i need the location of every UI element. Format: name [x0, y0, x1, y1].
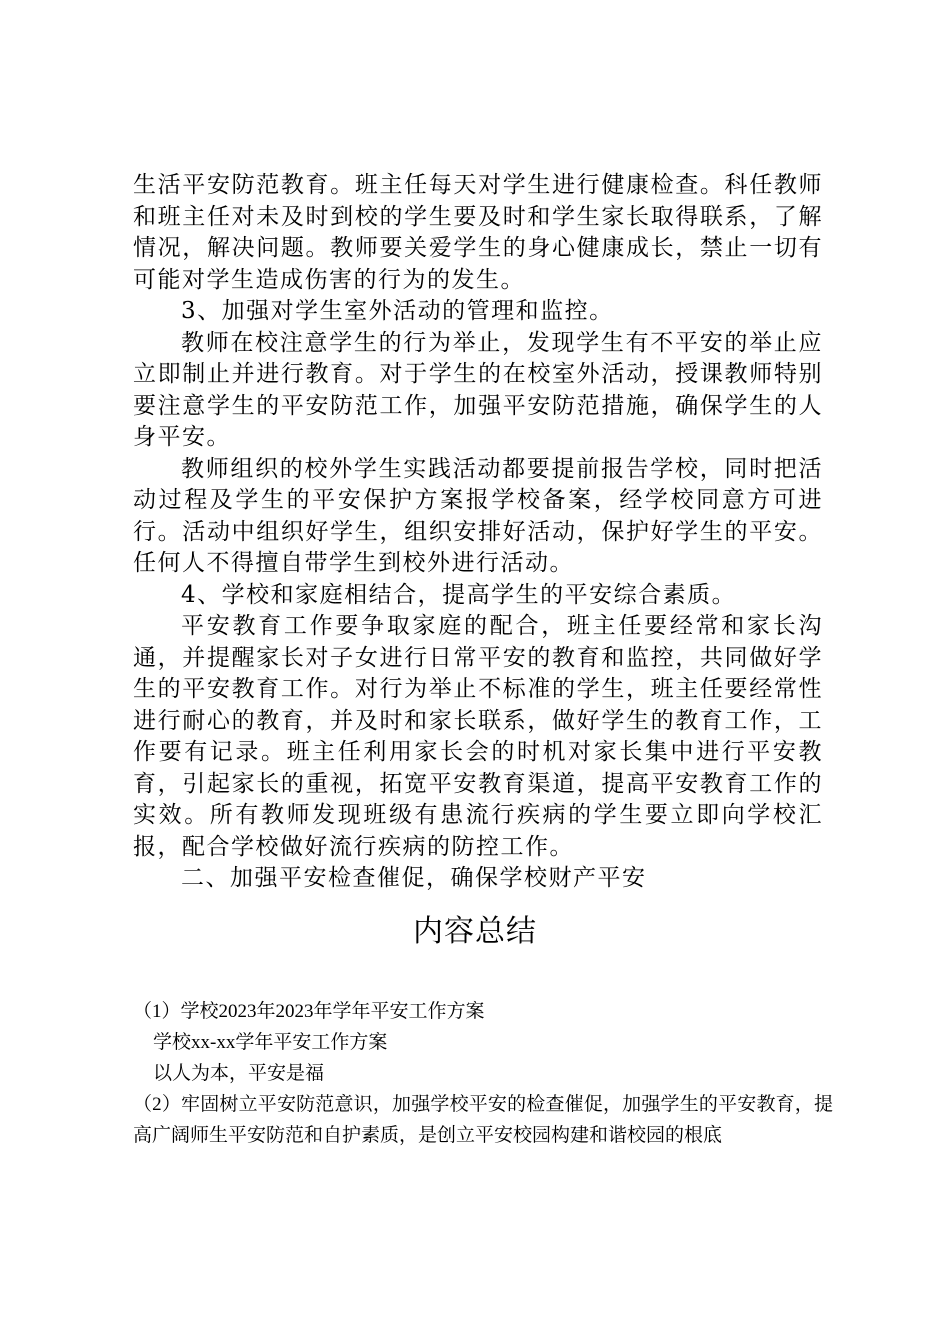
- paragraph-health-education: 生活平安防范教育。班主任每天对学生进行健康检查。科任教师和班主任对未及时到校的学生要及时和学生家长取得联系，了解情况，解决问题。教师要关爱学生的身心健康成长，禁止一切有可能对学生造成伤害的行为的发生。: [133, 172, 823, 293]
- summary-title: 内容总结: [413, 914, 537, 949]
- heading-safety-inspection: 二、加强平安检查催促，确保学校财产平安: [181, 865, 647, 891]
- heading-outdoor-activities: 3、加强对学生室外活动的管理和监控。: [181, 298, 614, 324]
- paragraph-teacher-supervision: 教师在校注意学生的行为举止，发现学生有不平安的举止应立即制止并进行教育。对于学生的在校室外活动，授课教师特别要注意学生的平安防范工作，加强平安防范措施，确保学生的人身平安。: [133, 329, 823, 450]
- summary-item-1-sub-1: 学校xx-xx学年平安工作方案: [153, 1032, 388, 1053]
- heading-school-family: 4、学校和家庭相结合，提高学生的平安综合素质。: [181, 581, 737, 608]
- paragraph-family-cooperation: 平安教育工作要争取家庭的配合，班主任要经常和家长沟通，并提醒家长对子女进行日常平安的教育和监控，共同做好学生的平安教育工作。对行为举止不标准的学生，班主任要经常性进行耐心的教育，并及时和家长联系，做好学生的教育工作，工作要有记录。班主任利用家长会的时机对家长集中进行平安教育，引起家长的重视，拓宽平安教育渠道，提高平安教育工作的实效。所有教师发现班级有患流行疾病的学生要立即向学校汇报，配合学校做好流行疾病的防控工作。: [133, 613, 823, 860]
- summary-item-2: （2）牢固树立平安防范意识，加强学校平安的检查催促，加强学生的平安教育，提高广阔师生平安防范和自护素质，是创立平安校园构建和谐校园的根底: [133, 1094, 833, 1146]
- summary-item-1-sub-2: 以人为本，平安是福: [153, 1063, 325, 1084]
- paragraph-off-campus-activities: 教师组织的校外学生实践活动都要提前报告学校，同时把活动过程及学生的平安保护方案报学校备案，经学校同意方可进行。活动中组织好学生，组织安排好活动，保护好学生的平安。任何人不得擅自带学生到校外进行活动。: [133, 455, 823, 576]
- summary-item-1: （1）学校2023年2023年学年平安工作方案: [133, 1001, 485, 1022]
- summary-section: [133, 996, 833, 1151]
- document-body: [133, 170, 823, 895]
